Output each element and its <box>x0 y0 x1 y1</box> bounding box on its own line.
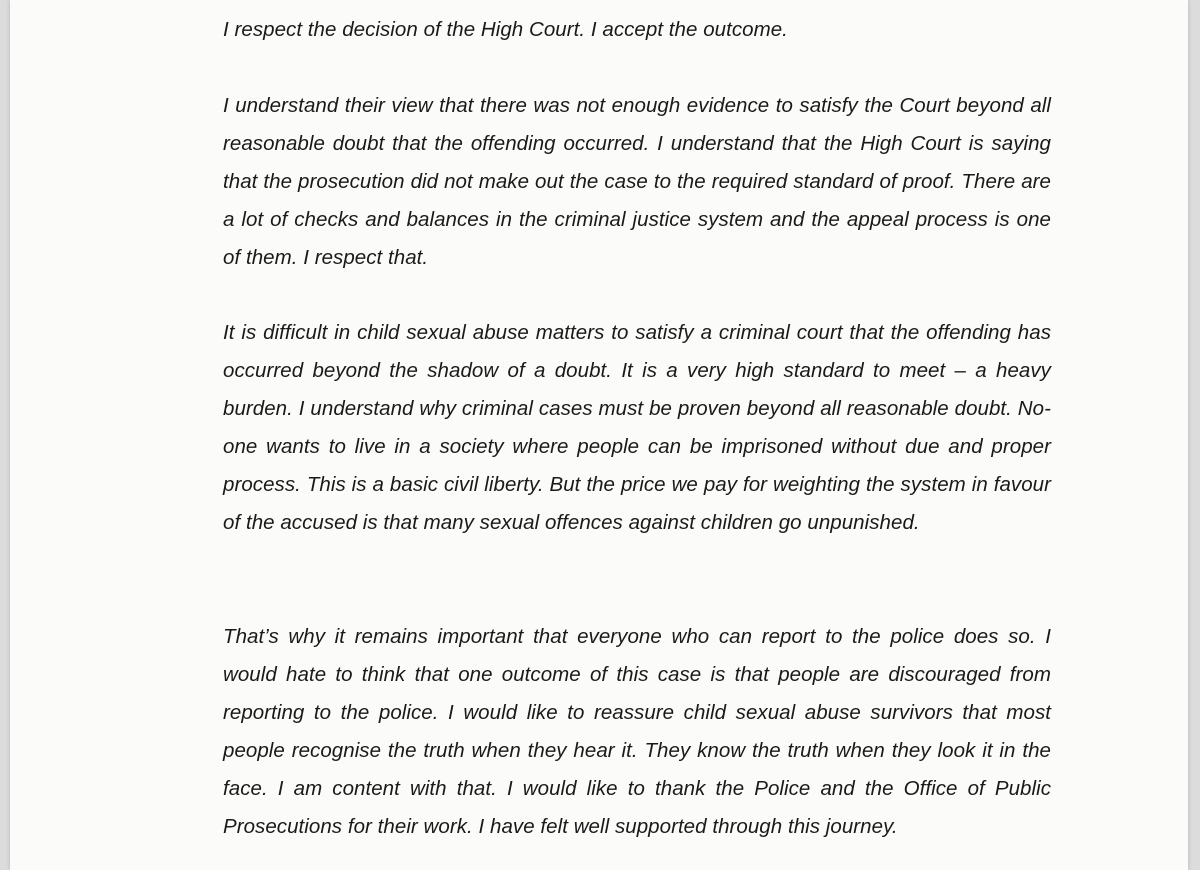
paragraph-3: It is difficult in child sexual abuse matters to satisfy a criminal court that the offending has occurred beyond the shadow of a doubt. It is a very high standard to meet – a heavy burden. I understand why criminal cases must be proven beyond all reasonable doubt. No-one wants to live in a society where people can be imprisoned without due and proper process. This is a basic civil liberty. But the price we pay for weighting the system in favour of the accused is that many sexual offences against children go unpunished. <box>223 321 1051 534</box>
paragraph-2: I understand their view that there was not enough evidence to satisfy the Court beyond all reasonable doubt that the offending occurred. I understand that the High Court is saying that the prosecution did not make out the case to the required standard of proof. There are a lot of checks and balances in the criminal justice system and the appeal process is one of them. I respect that. <box>223 94 1051 269</box>
paragraph-1: I respect the decision of the High Court. I accept the outcome. <box>223 18 788 41</box>
paragraph-4: That’s why it remains important that everyone who can report to the police does so. I would hate to think that one outcome of this case is that people are discouraged from reporting to the police. I would like to reassure child sexual abuse survivors that most people recognise the truth when they hear it. They know the truth when they look it in the face. I am content with that. I would like to thank the Police and the Office of Public Prosecutions for their work. I have felt well supported through this journey. <box>223 625 1051 838</box>
document-page <box>10 0 1188 870</box>
